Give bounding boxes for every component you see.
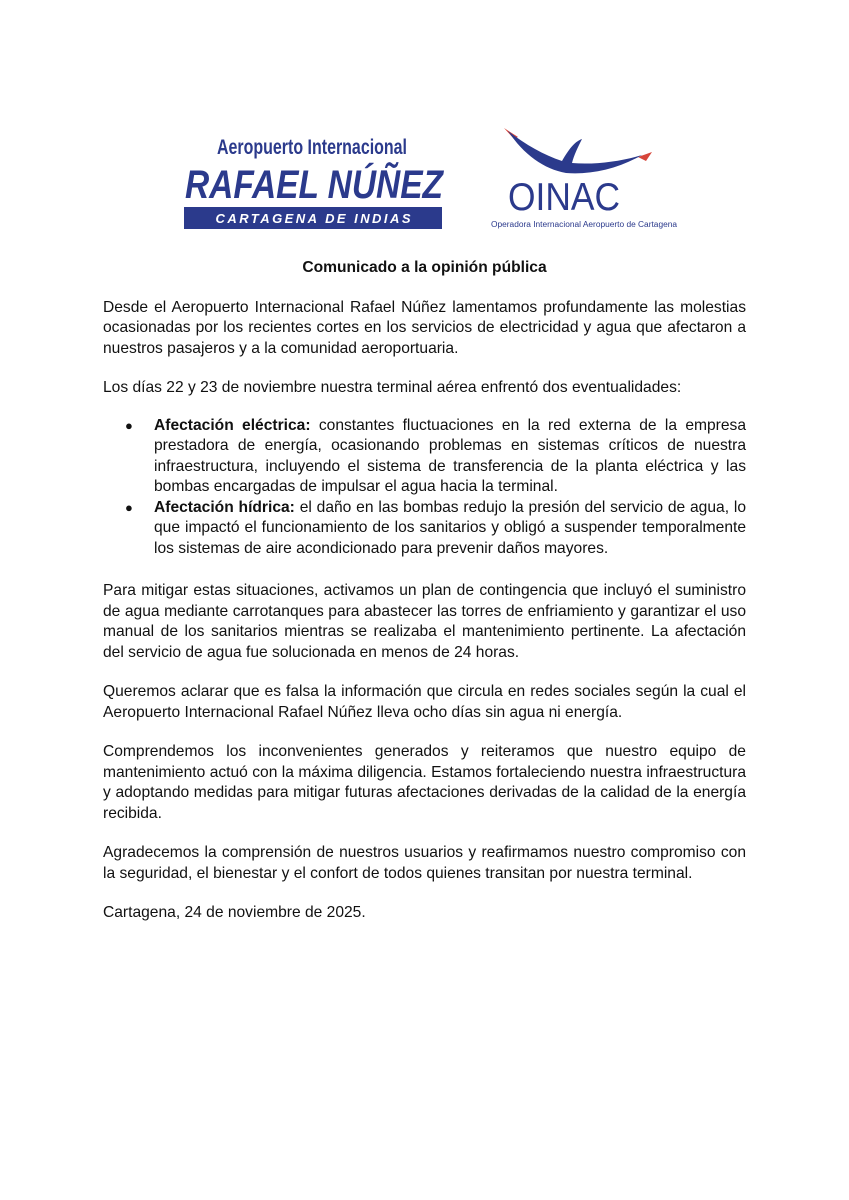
bullet-icon: ●	[125, 417, 133, 433]
clarification-paragraph: Queremos aclarar que es falsa la información que circula en redes sociales según la cual el Aeropuerto Internacional Rafael Núñez lleva ocho días sin agua ni energía.	[103, 683, 746, 721]
intro-paragraph: Desde el Aeropuerto Internacional Rafael Núñez lamentamos profundamente las molestias ocasionadas por los recientes cortes en los servicios de electricidad y agua que afectaron a nuestros pasajeros y a la comunidad aeroportuaria.	[103, 298, 746, 357]
list-item	[103, 498, 746, 560]
bullet-list	[103, 416, 746, 560]
oinac-wing-right-tip	[638, 152, 652, 161]
logo-header	[0, 0, 849, 250]
list-item	[103, 416, 746, 498]
commitment-paragraph: Comprendemos los inconvenientes generados y reiteramos que nuestro equipo de mantenimiento actuó con la máxima diligencia. Estamos fortaleciendo nuestra infraestructura y adoptando medidas para mitigar futuras afectaciones derivadas de la calidad de la energía recibida.	[103, 743, 746, 822]
airport-logo	[180, 128, 494, 233]
oinac-logo-tagline: Operadora Internacional Aeropuerto de Cartagena	[491, 220, 678, 229]
oinac-bird-icon	[508, 131, 642, 173]
oinac-logo-name: OINAC	[508, 176, 620, 219]
bullet-text: el daño en las bombas redujo la presión del servicio de agua, lo que impactó el funcionamiento de los sanitarios y obligó a suspender temporalmente los sistemas de aire acondicionado para prevenir daños mayores.	[154, 498, 746, 557]
airport-logo-line2: RAFAEL NÚÑEZ	[185, 163, 494, 207]
bullet-label: Afectación eléctrica:	[154, 416, 311, 434]
bullet-icon: ●	[125, 499, 133, 515]
thanks-paragraph: Agradecemos la comprensión de nuestros usuarios y reafirmamos nuestro compromiso con la seguridad, el bienestar y el confort de todos quienes transitan por nuestra terminal.	[103, 844, 746, 882]
airport-logo-line3: CARTAGENA DE INDIAS	[215, 211, 411, 226]
oinac-logo	[478, 125, 678, 235]
document-title: Comunicado a la opinión pública	[302, 259, 547, 276]
contingency-paragraph: Para mitigar estas situaciones, activamos un plan de contingencia que incluyó el suministro de agua mediante carrotanques para abastecer las torres de enfriamiento y garantizar el uso manual de los sanitarios mientras se realizaba el mantenimiento pertinente. La afectación del servicio de agua fue solucionada en menos de 24 horas.	[103, 582, 746, 661]
document-body	[103, 258, 746, 943]
airport-logo-line1: Aeropuerto Internacional	[217, 135, 407, 159]
lead-paragraph: Los días 22 y 23 de noviembre nuestra terminal aérea enfrentó dos eventualidades:	[103, 379, 682, 396]
signoff-date: Cartagena, 24 de noviembre de 2025.	[103, 904, 366, 921]
bullet-label: Afectación hídrica:	[154, 498, 295, 516]
bullet-text: constantes fluctuaciones en la red externa de la empresa prestadora de energía, ocasionando problemas en sistemas críticos de nuestra infraestructura, incluyendo el sistema de transferencia de la planta eléctrica y las bombas encargadas de impulsar el agua hacia la terminal.	[154, 416, 746, 495]
